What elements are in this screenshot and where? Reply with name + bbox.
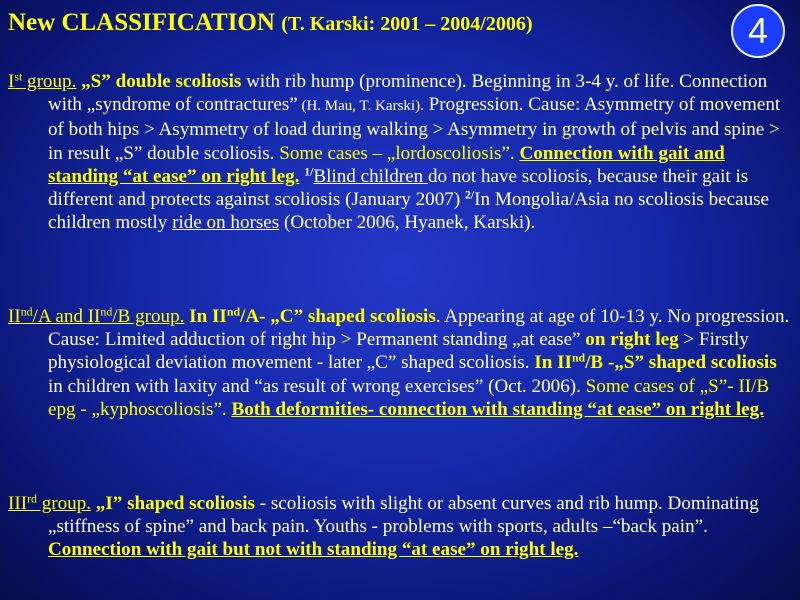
title-main: New CLASSIFICATION [8, 9, 275, 36]
title-author: (T. Karski: 2001 – 2004/2006) [281, 13, 533, 35]
group-1-note-1-marker: 1/ [304, 164, 314, 179]
group-1-text-2: Progression. Cause: Asymmetry of movement of both hips > Asymmetry of load during walking > Asymmetry in growth of pelvis and spine > in result „S” double scoliosis. [48, 94, 781, 164]
group-1-authors: (H. Mau, T. Karski). [297, 98, 424, 115]
group-2-paragraph [8, 305, 796, 421]
group-1-label: Ist group. [8, 69, 77, 92]
group-1-some-cases: Some cases – „lordoscoliosis”. [274, 142, 515, 164]
group-1-note-2-end: (October 2006, Hyanek, Karski). [279, 212, 536, 234]
group-3-text-1: - scoliosis with slight or absent curves and rib hump. Dominating „stiffness of spine” and back pain. Youths - problems with sports, adults –“back pain”. [48, 493, 759, 538]
group-1-note-2-link: ride on horses [172, 212, 280, 234]
group-2-text-1: . Appearing at age of 10-13 y. No progression. Cause: Limited adduction of right hip > Permanent standing „at ease” [48, 306, 790, 351]
group-1-text-1: with rib hump (prominence). Beginning in 3-4 y. of life. Connection with „syndrome of contractures” [48, 71, 768, 116]
group-1-note-2-text: In Mongolia/Asia no scoliosis because children mostly [48, 189, 770, 234]
slide-number-badge: 4 [731, 4, 785, 58]
group-2-headline-b: In IInd/B -„S” shaped scoliosis [529, 350, 777, 374]
group-3-label: IIIrd group. [8, 491, 92, 514]
group-3-connection: Connection with gait but not with standing “at ease” on right leg. [48, 539, 579, 561]
group-2-label: IInd/A and IInd/B group. [8, 304, 185, 327]
group-2-text-3: in children with laxity and “as result of wrong exercises” (Oct. 2006). [48, 375, 581, 397]
group-1-note-1-text: do not have scoliosis, because their gait is different and protects against scoliosis (January 2007) [48, 165, 749, 211]
group-3-headline: „I” shaped scoliosis [91, 493, 255, 514]
group-2-right-leg: on right leg [580, 329, 679, 351]
group-2-both-deformities: Both deformities- connection with standing “at ease” on right leg. [231, 398, 764, 420]
group-2-text-2: > Firstly physiological deviation movement - later „C” shaped scoliosis. [48, 329, 749, 374]
group-2-some-cases: Some cases of „S”- II/B epg - „kyphoscoliosis”. [48, 375, 770, 420]
group-1-note-1-link: Blind children [313, 165, 428, 187]
group-1-note-2-marker: 2/ [464, 187, 475, 202]
slide-title [8, 9, 532, 37]
group-3-paragraph [8, 492, 796, 562]
group-1-headline: „S” double scoliosis [76, 71, 242, 92]
group-2-headline-a: In IInd/A- „C” shaped scoliosis [184, 304, 436, 327]
group-1-connection: Connection with gait and standing “at ease” on right leg. [48, 142, 725, 187]
group-1-paragraph [8, 70, 796, 234]
